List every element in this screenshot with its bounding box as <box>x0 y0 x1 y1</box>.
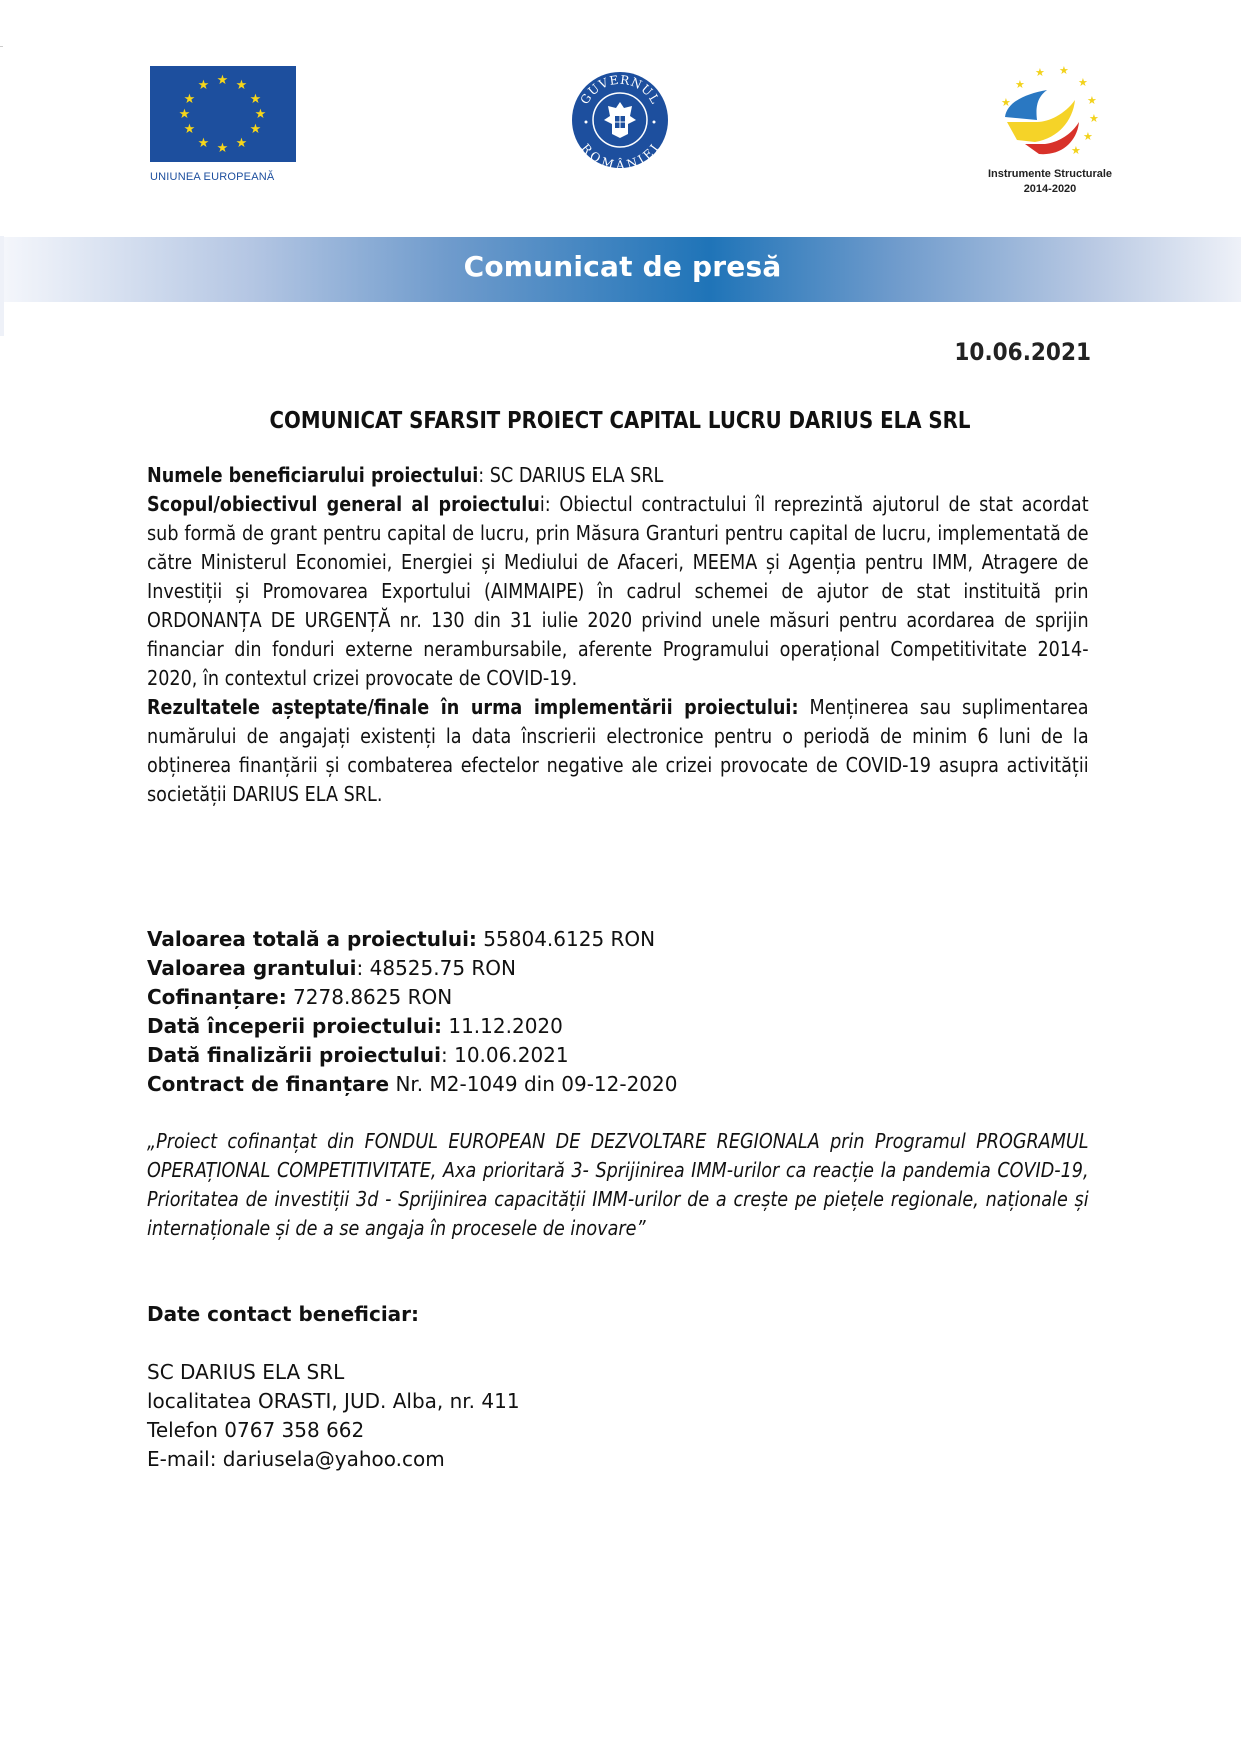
funding-statement-text: „Proiect cofinanțat din FONDUL EUROPEAN DE DEZVOLTARE REGIONALA prin Programul PROGRAMUL OPERAȚIONAL COMPETITIVITATE, Axa prioritară 3- Sprijinirea IMM-urilor ca reacție la pandemia COVID-19, Prioritatea de investiții 3d - Sprijinirea capacității IMM-urilor de a crește pe piețele regionale, naționale și internaționale și de a se angaja în procesele de inovare” <box>147 1129 1089 1240</box>
beneficiary-value: : SC DARIUS ELA SRL <box>478 463 664 487</box>
contact-company: SC DARIUS ELA SRL <box>147 1360 345 1384</box>
beneficiary-label: Numele beneficiarului proiectului <box>147 463 479 487</box>
svg-text:★: ★ <box>1035 66 1045 79</box>
government-seal-icon <box>570 70 670 170</box>
svg-text:★: ★ <box>1001 96 1011 109</box>
fact-value: Nr. M2-1049 din 09-12-2020 <box>389 1072 678 1096</box>
fact-value: 11.12.2020 <box>442 1014 563 1038</box>
fact-value: 55804.6125 RON <box>476 927 656 951</box>
funding-statement <box>147 1127 1089 1243</box>
fact-value: : 10.06.2021 <box>441 1043 569 1067</box>
objective-label-tail: i: <box>539 492 551 516</box>
fact-label: Contract de finanțare <box>147 1072 390 1096</box>
eu-logo <box>150 66 298 183</box>
seal-top-text: GUVERNUL <box>577 72 663 107</box>
results-label: Rezultatele așteptate/finale în urma implementării proiectului: <box>147 695 799 719</box>
document-title: COMUNICAT SFARSIT PROIECT CAPITAL LUCRU DARIUS ELA SRL <box>269 408 971 434</box>
banner-title: Comunicat de presă <box>463 250 782 283</box>
contact-phone: Telefon 0767 358 662 <box>147 1418 365 1442</box>
contact-section <box>147 1300 520 1474</box>
document-date: 10.06.2021 <box>954 338 1091 366</box>
fact-total-value <box>147 925 677 954</box>
contact-address: localitatea ORASTI, JUD. Alba, nr. 411 <box>147 1389 520 1413</box>
fact-start-date <box>147 1012 677 1041</box>
structural-instruments-title: Instrumente Structurale <box>987 168 1113 180</box>
svg-text:★: ★ <box>1015 78 1025 91</box>
fact-label: Valoarea grantului <box>147 956 357 980</box>
fact-label: Dată finalizării proiectului <box>147 1043 442 1067</box>
fact-label: Valoarea totală a proiectului: <box>147 927 477 951</box>
eu-label: UNIUNEA EUROPEANĂ <box>150 171 275 183</box>
svg-text:★: ★ <box>1059 64 1069 77</box>
project-facts <box>147 925 677 1099</box>
press-release-banner <box>4 237 1241 302</box>
objective-label: Scopul/obiectivul general al proiectulu <box>147 492 540 516</box>
contact-email[interactable]: E-mail: dariusela@yahoo.com <box>147 1447 445 1471</box>
eu-flag-icon: ★ ★ ★ ★ ★ ★ ★ ★ ★ ★ ★ ★ <box>150 66 296 162</box>
fact-contract <box>147 1070 677 1099</box>
results-paragraph <box>147 693 1089 809</box>
fact-end-date <box>147 1041 677 1070</box>
fact-cofinancing <box>147 983 677 1012</box>
fact-label: Cofinanțare: <box>147 985 287 1009</box>
objective-text: Obiectul contractului îl reprezintă ajutorul de stat acordat sub formă de grant pentru capital de lucru, prin Măsura Granturi pentru capital de lucru, implementată de către Ministerul Economiei, Energiei și Mediului de Afaceri, MEEMA și Agenția pentru IMM, Atragere de Investiții și Promovarea Exportului (AIMMAIPE) în cadrul schemei de ajutor de stat instituită prin ORDONANȚA DE URGENȚĂ nr. 130 din 31 iulie 2020 privind unele măsuri pentru acordarea de sprijin financiar din fonduri externe nerambursabile, aferente Programului operațional Competitivitate 2014-2020, în contextul crizei provocate de COVID-19. <box>147 492 1089 690</box>
fact-value: : 48525.75 RON <box>356 956 517 980</box>
svg-text:★: ★ <box>1083 130 1093 143</box>
page-edge-mark <box>0 46 3 47</box>
svg-text:★: ★ <box>1087 94 1097 107</box>
svg-text:★: ★ <box>1071 144 1081 157</box>
structural-instruments-logo <box>970 62 1130 196</box>
fact-value: 7278.8625 RON <box>286 985 453 1009</box>
fact-grant-value <box>147 954 677 983</box>
fact-label: Dată începerii proiectului: <box>147 1014 442 1038</box>
seal-bottom-text: ROMÂNIEI <box>578 141 662 170</box>
objective-paragraph <box>147 490 1089 693</box>
structural-instruments-years: 2014-2020 <box>1023 183 1077 195</box>
beneficiary-paragraph <box>147 461 1089 490</box>
svg-text:★: ★ <box>1078 76 1088 89</box>
svg-text:★: ★ <box>1089 112 1099 125</box>
results-text: Menținerea sau suplimentarea numărului de angajați existenți la data înscrierii electronice pentru o periodă de minim 6 luni de la obținerea finanțării și combaterea efectelor negative ale crizei provocate de COVID-19 asupra activității societății DARIUS ELA SRL. <box>147 695 1089 806</box>
structural-instruments-icon <box>995 62 1105 162</box>
contact-heading: Date contact beneficiar: <box>147 1302 420 1326</box>
document-body <box>147 461 1089 809</box>
